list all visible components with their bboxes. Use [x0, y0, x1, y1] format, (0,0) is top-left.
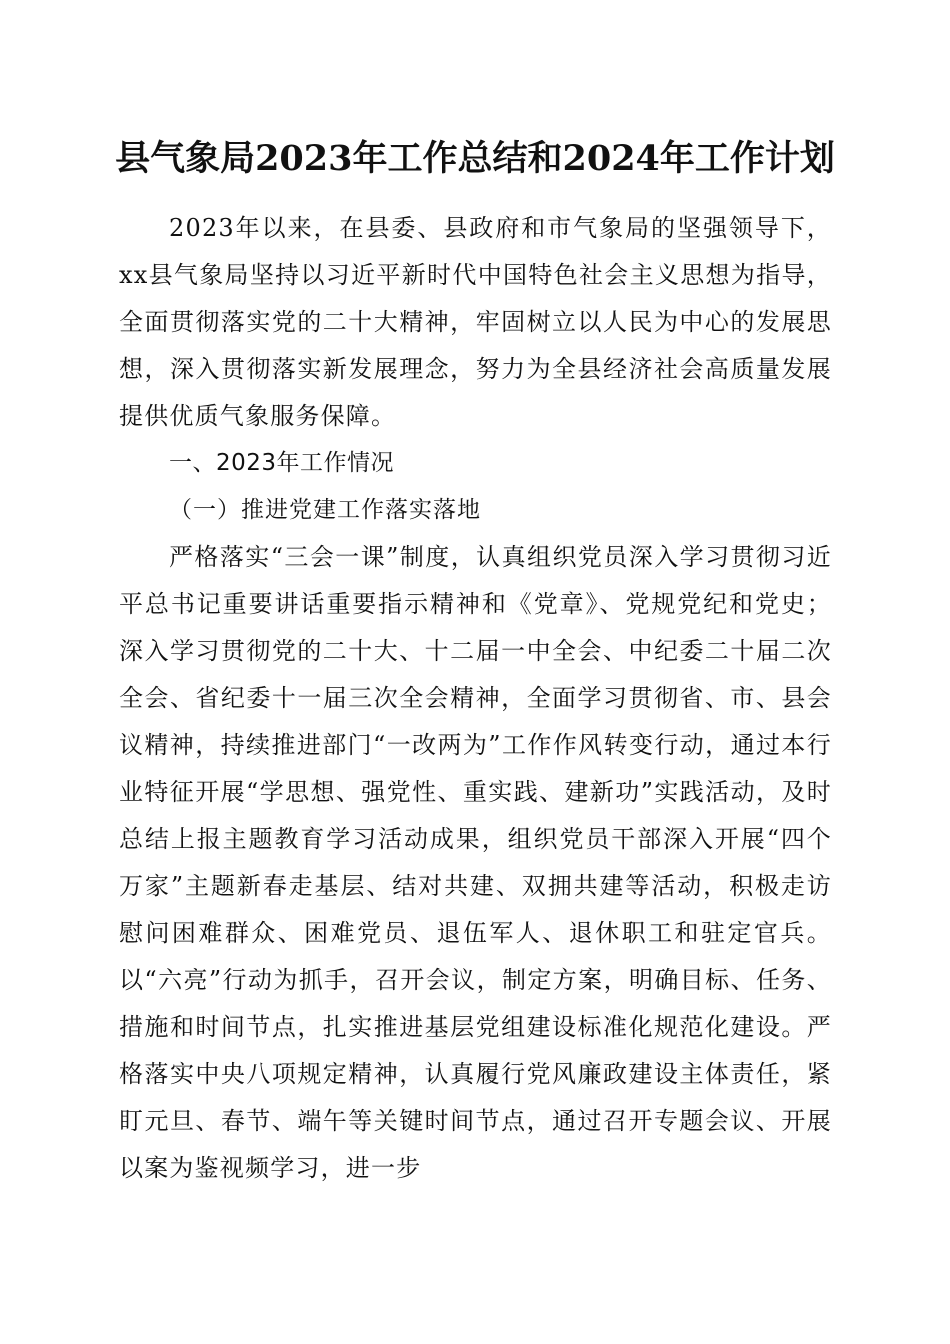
- subsection-heading-party-building: （一）推进党建工作落实落地: [169, 497, 481, 523]
- document-body: [119, 205, 832, 1192]
- document-title: 县气象局2023年工作总结和2024年工作计划: [115, 138, 835, 179]
- party-building-paragraph: 严格落实“三会一课”制度，认真组织党员深入学习贯彻习近平总书记重要讲话重要指示精神和《党章》、党规党纪和党史；深入学习贯彻党的二十大、十二届一中全会、中纪委二十届二次全会、省纪委十一届三次全会精神，全面学习贯彻省、市、县会议精神，持续推进部门“一改两为”工作作风转变行动，通过本行业特征开展“学思想、强党性、重实践、建新功”实践活动，及时总结上报主题教育学习活动成果，组织党员干部深入开展“四个万家”主题新春走基层、结对共建、双拥共建等活动，积极走访慰问困难群众、困难党员、退伍军人、退休职工和驻定官兵。以“六亮”行动为抓手，召开会议，制定方案，明确目标、任务、措施和时间节点，扎实推进基层党组建设标准化规范化建设。严格落实中央八项规定精神，认真履行党风廉政建设主体责任，紧盯元旦、春节、端午等关键时间节点，通过召开专题会议、开展以案为鉴视频学习，进一步: [119, 543, 832, 1182]
- section-heading-2023-work: 一、2023年工作情况: [169, 450, 395, 476]
- intro-paragraph: 2023年以来，在县委、县政府和市气象局的坚强领导下，xx县气象局坚持以习近平新时代中国特色社会主义思想为指导，全面贯彻落实党的二十大精神，牢固树立以人民为中心的发展思想，深入贯彻落实新发展理念，努力为全县经济社会高质量发展提供优质气象服务保障。: [119, 214, 832, 430]
